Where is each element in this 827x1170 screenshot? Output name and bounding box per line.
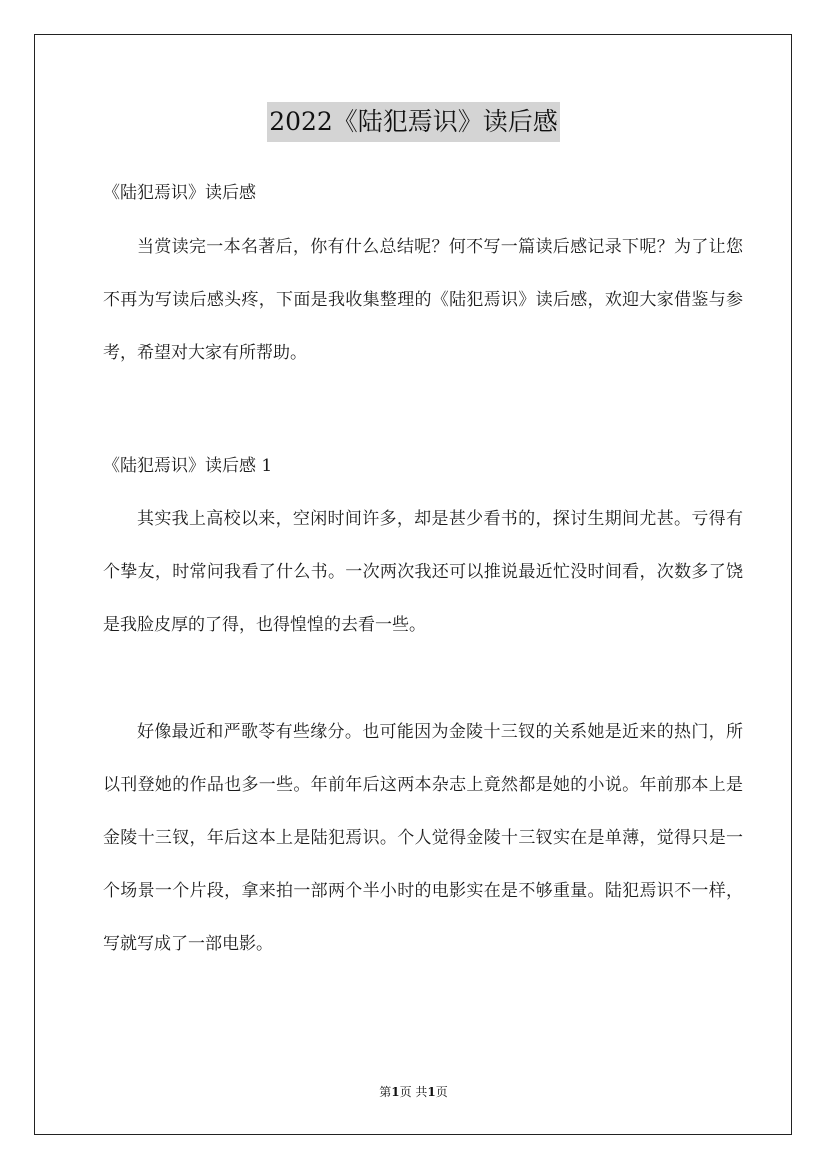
intro-heading: 《陆犯焉识》读后感: [103, 183, 256, 203]
section-heading-1: 《陆犯焉识》读后感 1: [103, 456, 273, 476]
footer-mid: 页 共: [399, 1085, 428, 1099]
footer-suffix: 页: [435, 1085, 448, 1099]
title-container: [0, 102, 827, 142]
body-paragraph-2: 好像最近和严歌苓有些缘分。也可能因为金陵十三钗的关系她是近来的热门，所以刊登她的作品也多一些。年前年后这两本杂志上竟然都是她的小说。年前那本上是金陵十三钗，年后这本上是陆犯焉识。个人觉得金陵十三钗实在是单薄，觉得只是一个场景一个片段，拿来拍一部两个半小时的电影实在是不够重量。陆犯焉识不一样，写就写成了一部电影。: [103, 722, 743, 954]
footer-current-page: 1: [391, 1085, 400, 1099]
footer-prefix: 第: [379, 1085, 392, 1099]
page-footer: [0, 1083, 827, 1101]
intro-paragraph: 当赏读完一本名著后，你有什么总结呢？何不写一篇读后感记录下呢？为了让您不再为写读后感头疼，下面是我收集整理的《陆犯焉识》读后感，欢迎大家借鉴与参考，希望对大家有所帮助。: [103, 237, 743, 363]
document-title: 2022《陆犯焉识》读后感: [267, 102, 560, 142]
body-paragraph-1: 其实我上高校以来，空闲时间许多，却是甚少看书的，探讨生期间尤甚。亏得有个挚友，时常问我看了什么书。一次两次我还可以推说最近忙没时间看，次数多了饶是我脸皮厚的了得，也得惶惶的去看一些。: [103, 509, 743, 635]
footer-total-pages: 1: [427, 1085, 436, 1099]
